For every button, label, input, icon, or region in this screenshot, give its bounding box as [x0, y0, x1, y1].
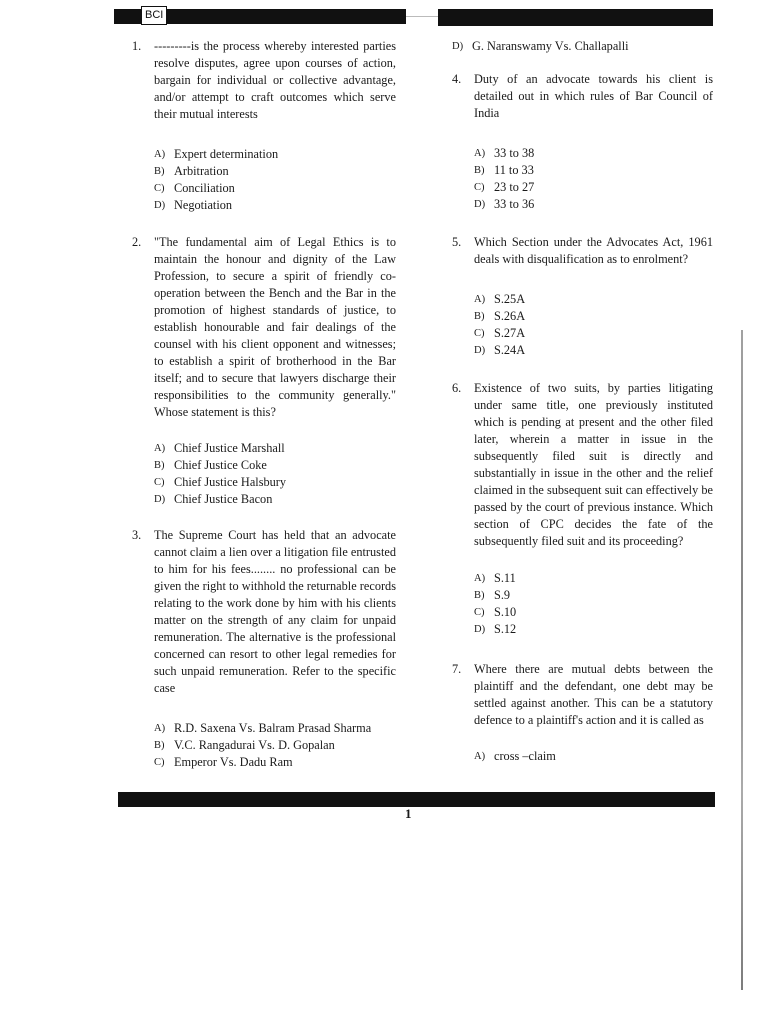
question-text: Existence of two suits, by parties litigating under same title, one previously instituted which is pending at present and the other filed later, wherein a matter in issue in the subsequently filed suit is directly and substantially in issue in the other and the relief claimed in the subsequent suit can effectively be passed by the court of previous instance. Which section of CPC decides the fate of the subsequently filed suit and its proceeding? — [474, 381, 713, 548]
option-letter: C) — [154, 757, 165, 768]
option-text: Arbitration — [174, 164, 229, 178]
option-c — [154, 474, 396, 491]
option-text: Expert determination — [174, 147, 279, 161]
option-a — [474, 748, 713, 765]
question-4 — [452, 71, 713, 213]
option-letter: C) — [474, 607, 485, 618]
option-d — [474, 196, 713, 213]
option-text: S.10 — [494, 605, 517, 619]
option-b — [474, 308, 713, 325]
right-column — [452, 38, 713, 765]
question-text: ---------is the process whereby interested parties resolve disputes, agree upon courses of action, bargain for individual or collective advantage, and/or attempt to craft outcomes which serve their mutual interests — [154, 39, 396, 121]
question-7 — [452, 661, 713, 765]
option-a — [154, 146, 396, 163]
option-b — [474, 587, 713, 604]
option-letter: A) — [474, 573, 486, 584]
option-text: 33 to 36 — [494, 197, 535, 211]
options-list — [154, 146, 396, 214]
question-text: "The fundamental aim of Legal Ethics is to maintain the honour and dignity of the Law Profession, to secure a spirit of friendly co-operation between the Bench and the Bar in the promotion of highest standards of justice, to establish honourable and fair dealings of the counsel with his client opponent and witnesses; to establish a spirit of brotherhood in the Bar itself; and to secure that lawyers discharge their responsibilities to the community generally." Whose statement is this? — [154, 235, 396, 419]
option-c — [154, 180, 396, 197]
option-letter: D) — [154, 494, 166, 505]
scan-edge-artifact — [741, 330, 743, 990]
option-letter: A) — [154, 443, 166, 454]
option-letter: B) — [474, 165, 485, 176]
option-text: S.24A — [494, 343, 526, 357]
option-letter: A) — [474, 148, 486, 159]
option-a — [474, 145, 713, 162]
question-number: 1. — [132, 39, 142, 53]
option-letter: D) — [474, 199, 486, 210]
header-bar-right — [438, 9, 713, 26]
option-letter: B) — [154, 740, 165, 751]
question-text: Where there are mutual debts between the plaintiff and the defendant, one debt may be settled against another. This can be a statutory defence to a plaintiff's action and it is called as — [474, 662, 713, 727]
option-letter: A) — [154, 149, 166, 160]
option-text: Conciliation — [174, 181, 235, 195]
header-gap-mark — [406, 16, 438, 17]
option-a — [474, 291, 713, 308]
option-letter: D) — [452, 41, 464, 52]
option-letter: B) — [474, 311, 485, 322]
option-text: Negotiation — [174, 198, 233, 212]
option-letter: C) — [154, 183, 165, 194]
question-text: Duty of an advocate towards his client is detailed out in which rules of Bar Council of India — [474, 72, 713, 120]
option-text: S.12 — [494, 622, 517, 636]
option-b — [474, 162, 713, 179]
option-letter: D) — [474, 345, 486, 356]
question-5 — [452, 234, 713, 359]
question-number: 5. — [452, 235, 462, 249]
question-1 — [132, 38, 396, 214]
option-letter: B) — [154, 460, 165, 471]
option-letter: A) — [474, 751, 486, 762]
option-text: S.11 — [494, 571, 516, 585]
option-d — [154, 197, 396, 214]
option-text: S.25A — [494, 292, 526, 306]
question-number: 3. — [132, 528, 142, 542]
option-text: V.C. Rangadurai Vs. D. Gopalan — [174, 738, 335, 752]
question-number: 6. — [452, 381, 462, 395]
question-text: The Supreme Court has held that an advocate cannot claim a lien over a litigation file entrusted to him for his fees........ no professional can be given the right to withhold the returnable records relating to the work done by him with his clients matter on the strength of any claim for unpaid remuneration. The alternative is the professional concerned can resort to other legal remedies for such unpaid remuneration. Refer to the specific case — [154, 528, 396, 695]
question-number: 4. — [452, 72, 462, 86]
options-list-continued — [452, 38, 713, 55]
option-text: Chief Justice Halsbury — [174, 475, 287, 489]
option-text: Chief Justice Marshall — [174, 441, 285, 455]
option-d — [154, 491, 396, 508]
question-3 — [132, 527, 396, 771]
options-list — [474, 748, 713, 765]
option-text: Chief Justice Coke — [174, 458, 267, 472]
option-letter: B) — [154, 166, 165, 177]
option-text: 11 to 33 — [494, 163, 534, 177]
question-number: 7. — [452, 662, 462, 676]
option-letter: D) — [154, 200, 166, 211]
option-d — [452, 38, 713, 55]
options-list — [474, 291, 713, 359]
option-d — [474, 342, 713, 359]
page-number: 1 — [405, 806, 412, 821]
option-c — [474, 604, 713, 621]
left-column — [132, 38, 396, 771]
options-list — [154, 720, 396, 771]
question-number: 2. — [132, 235, 142, 249]
option-d — [474, 621, 713, 638]
option-c — [474, 325, 713, 342]
question-text: Which Section under the Advocates Act, 1961 deals with disqualification as to enrolment? — [474, 235, 713, 266]
question-6 — [452, 380, 713, 638]
option-letter: A) — [154, 723, 166, 734]
option-letter: A) — [474, 294, 486, 305]
option-text: R.D. Saxena Vs. Balram Prasad Sharma — [174, 721, 372, 735]
footer-bar — [118, 792, 715, 807]
option-letter: D) — [474, 624, 486, 635]
options-list — [474, 145, 713, 213]
option-text: Chief Justice Bacon — [174, 492, 273, 506]
option-c — [154, 754, 396, 771]
option-letter: C) — [154, 477, 165, 488]
option-c — [474, 179, 713, 196]
option-text: cross –claim — [494, 749, 556, 763]
option-b — [154, 737, 396, 754]
option-text: S.9 — [494, 588, 511, 602]
option-text: 33 to 38 — [494, 146, 535, 160]
header-logo: BCI — [141, 6, 167, 25]
option-text: G. Naranswamy Vs. Challapalli — [472, 39, 629, 53]
question-2 — [132, 234, 396, 508]
option-letter: B) — [474, 590, 485, 601]
option-b — [154, 457, 396, 474]
option-letter: C) — [474, 182, 485, 193]
option-a — [474, 570, 713, 587]
option-text: S.27A — [494, 326, 526, 340]
option-text: 23 to 27 — [494, 180, 535, 194]
option-text: S.26A — [494, 309, 526, 323]
option-a — [154, 720, 396, 737]
option-b — [154, 163, 396, 180]
option-text: Emperor Vs. Dadu Ram — [174, 755, 293, 769]
options-list — [154, 440, 396, 508]
options-list — [474, 570, 713, 638]
option-letter: C) — [474, 328, 485, 339]
option-a — [154, 440, 396, 457]
